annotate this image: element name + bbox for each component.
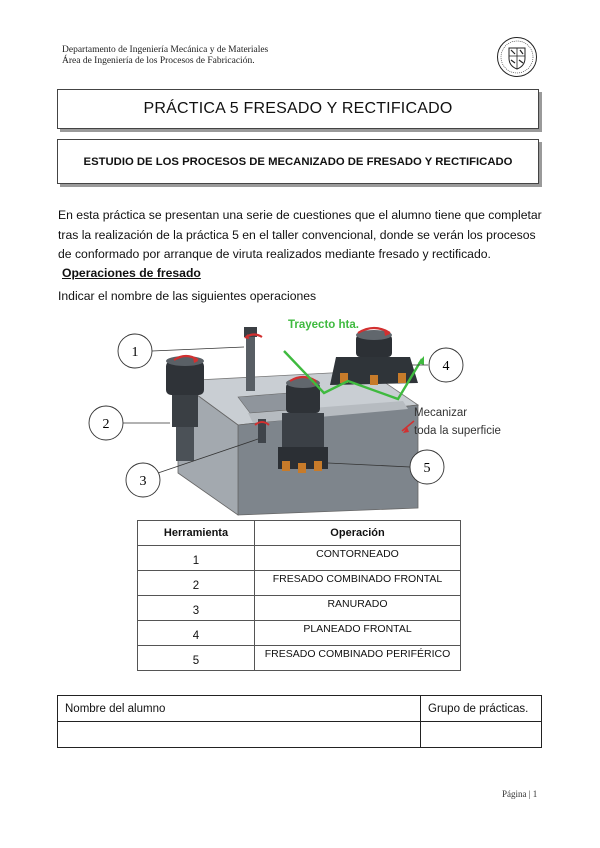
svg-text:3: 3 (139, 474, 147, 489)
page-number: Página | 1 (502, 789, 538, 799)
page-subtitle: ESTUDIO DE LOS PROCESOS DE MECANIZADO DE FRESADO Y RECTIFICADO (57, 139, 539, 184)
university-seal-icon (496, 36, 538, 78)
student-name-label: Nombre del alumno (58, 696, 421, 722)
callout-2 (89, 406, 170, 440)
operations-table-header (138, 521, 461, 546)
machine-label-line2: toda la superficie (414, 425, 501, 437)
table-row (138, 621, 461, 646)
student-name-field[interactable] (58, 722, 421, 748)
instruction-text: Indicar el nombre de las siguientes operaciones (58, 289, 317, 303)
practice-group-label: Grupo de prácticas. (421, 696, 542, 722)
department-header (62, 45, 268, 67)
operation-name[interactable]: FRESADO COMBINADO FRONTAL (255, 571, 461, 596)
practice-group-field[interactable] (421, 722, 542, 748)
table-row (138, 571, 461, 596)
section-heading: Operaciones de fresado (62, 266, 201, 280)
operation-name[interactable]: PLANEADO FRONTAL (255, 621, 461, 646)
operation-name[interactable]: CONTORNEADO (255, 546, 461, 571)
header-operation: Operación (255, 521, 461, 546)
page-title: PRÁCTICA 5 FRESADO Y RECTIFICADO (57, 89, 539, 129)
header-tool: Herramienta (138, 521, 255, 546)
department-line-1: Departamento de Ingeniería Mecánica y de Materiales (62, 45, 269, 55)
operations-table (137, 520, 461, 671)
tool-number: 4 (138, 621, 255, 646)
svg-text:2: 2 (102, 417, 110, 432)
student-info-table (57, 695, 542, 748)
table-row (138, 546, 461, 571)
tool-2-holder (166, 361, 204, 395)
operation-name[interactable]: FRESADO COMBINADO PERIFÉRICO (255, 646, 461, 671)
table-row (138, 646, 461, 671)
tool-number: 1 (138, 546, 255, 571)
svg-text:5: 5 (423, 461, 431, 476)
tool-number: 2 (138, 571, 255, 596)
tool-number: 5 (138, 646, 255, 671)
tool-path-label: Trayecto hta. (288, 319, 359, 331)
machine-label-line1: Mecanizar (414, 407, 468, 419)
svg-text:4: 4 (442, 359, 450, 374)
intro-paragraph: En esta práctica se presentan una serie de cuestiones que el alumno tiene que completar tras la realización de la práctica 5 en el taller convencional, donde se verán los procesos de conformado por arranque de viruta realizados mediante fresado y rectificado. (58, 208, 542, 261)
operation-name[interactable]: RANURADO (255, 596, 461, 621)
tool-number: 3 (138, 596, 255, 621)
svg-text:1: 1 (131, 345, 139, 360)
callout-4 (410, 348, 463, 382)
department-line-2: Área de Ingeniería de los Procesos de Fabricación. (62, 56, 255, 66)
table-row (138, 596, 461, 621)
milling-operations-figure (102, 313, 530, 515)
